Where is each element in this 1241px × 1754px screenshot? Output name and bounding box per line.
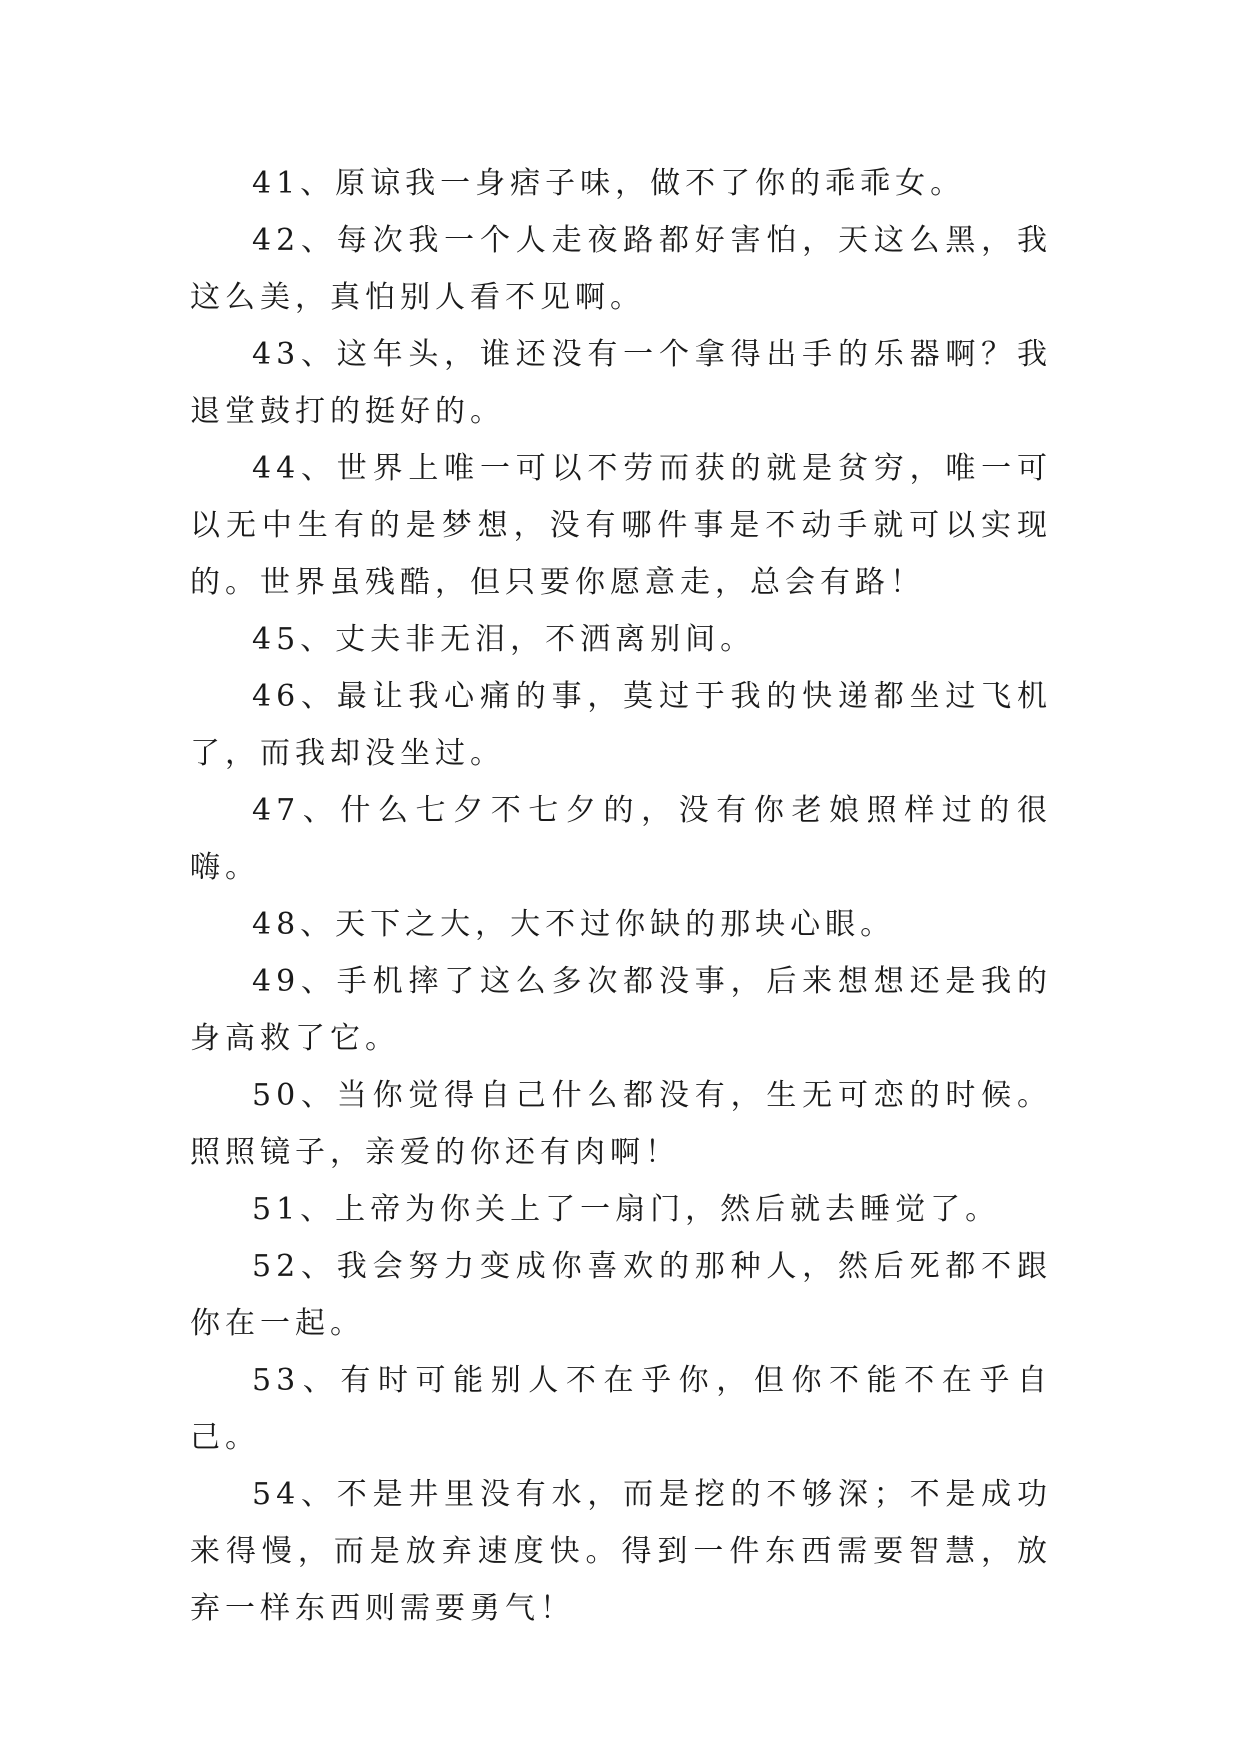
paragraph-51: 51、上帝为你关上了一扇门，然后就去睡觉了。 xyxy=(252,1192,1001,1227)
paragraph-54: 54、不是井里没有水，而是挖的不够深；不是成功来得慢，而是放弃速度快。得到一件东西需要智慧，放弃一样东西则需要勇气！ xyxy=(190,1477,1052,1626)
paragraph-42: 42、每次我一个人走夜路都好害怕，天这么黑，我这么美，真怕别人看不见啊。 xyxy=(190,223,1052,315)
paragraph-48: 48、天下之大，大不过你缺的那块心眼。 xyxy=(252,907,896,942)
paragraph-50: 50、当你觉得自己什么都没有，生无可恋的时候。照照镜子，亲爱的你还有肉啊！ xyxy=(190,1078,1052,1170)
paragraph-44: 44、世界上唯一可以不劳而获的就是贫穷，唯一可以无中生有的是梦想，没有哪件事是不动手就可以实现的。世界虽残酷，但只要你愿意走，总会有路！ xyxy=(190,451,1052,600)
paragraph-52: 52、我会努力变成你喜欢的那种人，然后死都不跟你在一起。 xyxy=(190,1249,1052,1341)
document-body xyxy=(190,155,1052,1637)
paragraph-43: 43、这年头，谁还没有一个拿得出手的乐器啊？我退堂鼓打的挺好的。 xyxy=(190,337,1052,429)
paragraph-45: 45、丈夫非无泪，不洒离别间。 xyxy=(252,622,756,657)
paragraph-41: 41、原谅我一身痞子味，做不了你的乖乖女。 xyxy=(252,166,966,201)
paragraph-49: 49、手机摔了这么多次都没事，后来想想还是我的身高救了它。 xyxy=(190,964,1052,1056)
paragraph-47: 47、什么七夕不七夕的，没有你老娘照样过的很嗨。 xyxy=(190,793,1052,885)
paragraph-46: 46、最让我心痛的事，莫过于我的快递都坐过飞机了，而我却没坐过。 xyxy=(190,679,1052,771)
paragraph-53: 53、有时可能别人不在乎你，但你不能不在乎自己。 xyxy=(190,1363,1052,1455)
